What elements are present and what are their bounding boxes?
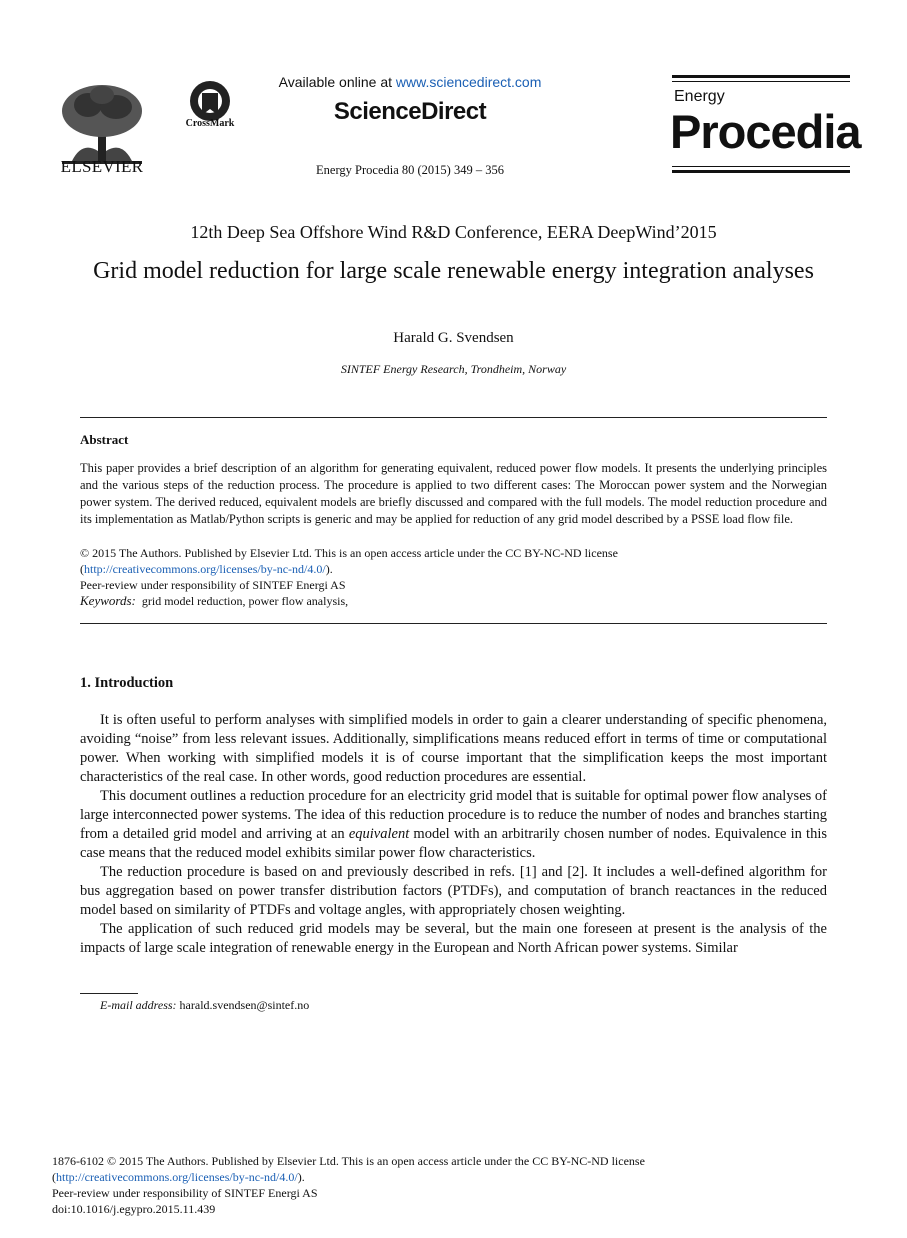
author-email[interactable]: harald.svendsen@sintef.no — [179, 998, 310, 1012]
journal-logo-rule — [672, 170, 850, 173]
crossmark-label: CrossMark — [185, 118, 235, 129]
license-line: (http://creativecommons.org/licenses/by-nc-nd/4.0/). — [80, 562, 333, 576]
footer-license-link[interactable]: http://creativecommons.org/licenses/by-nc-nd/4.0/ — [56, 1170, 298, 1184]
journal-logo-rule — [672, 75, 850, 78]
journal-logo-small: Energy — [674, 88, 725, 105]
section-body — [80, 711, 827, 958]
footnote-rule — [80, 993, 138, 994]
paragraph: It is often useful to perform analyses with simplified models in order to gain a clearer understanding of specific phenomena, avoiding “noise” from less relevant issues. Additionally, simplifications means reduced effort in terms of time or computational power. When working with simplified models it is of course important that the simplification keeps the most important characteristics of the real case. In other words, good reduction procedures are essential. — [80, 712, 827, 785]
license-link[interactable]: http://creativecommons.org/licenses/by-nc-nd/4.0/ — [84, 562, 326, 576]
keywords-list: grid model reduction, power flow analysis, — [141, 594, 349, 608]
availability-line: Available online at www.sciencedirect.com — [278, 74, 542, 90]
abstract-heading: Abstract — [80, 432, 129, 447]
journal-logo-large: Procedia — [670, 105, 861, 158]
issn-line: 1876-6102 © 2015 The Authors. Published by Elsevier Ltd. This is an open access article under the CC BY-NC-ND license — [52, 1154, 645, 1168]
peer-review-line: Peer-review under responsibility of SINTEF Energi AS — [80, 578, 346, 592]
footnote-label: E-mail address: — [100, 998, 177, 1012]
keywords-label: Keywords: — [80, 593, 136, 608]
footer-license-line: (http://creativecommons.org/licenses/by-nc-nd/4.0/). — [52, 1170, 305, 1184]
footnote — [100, 998, 309, 1013]
doi[interactable]: doi:10.1016/j.egypro.2015.11.439 — [52, 1202, 216, 1216]
paragraph: The reduction procedure is based on and previously described in refs. [1] and [2]. It includes a well-defined algorithm for bus aggregation based on power transfer distribution factors (PTDFs), and computation of branch reactances in the reduced model based on similarity of PTDFs and voltage angles, with appropriately chosen weighting. — [80, 864, 827, 918]
abstract-license — [80, 545, 827, 593]
paragraph: This document outlines a reduction procedure for an electricity grid model that is suitable for optimal power flow analyses of large interconnected power systems. The idea of this reduction procedure is to reduce the number of nodes and branches starting from a detailed grid model and arriving at an equivalent model with an arbitrarily chosen number of nodes. Equivalence in this case means that the reduced model exhibits similar power flow characteristics. — [80, 788, 827, 861]
page-footer — [52, 1153, 852, 1217]
paragraph: The application of such reduced grid models may be several, but the main one foreseen at present is the analysis of the impacts of large scale integration of renewable energy in the European and North African power systems. Similar — [80, 921, 827, 956]
paper-title: Grid model reduction for large scale renewable energy integration analyses — [93, 258, 814, 284]
journal-logo-rule — [672, 81, 850, 82]
journal-reference: Energy Procedia 80 (2015) 349 – 356 — [316, 163, 504, 177]
footer-peer-review: Peer-review under responsibility of SINTEF Energi AS — [52, 1186, 318, 1200]
keywords-line — [80, 593, 827, 609]
journal-logo-rule — [672, 166, 850, 167]
platform-name: ScienceDirect — [333, 98, 487, 125]
author-affiliation: SINTEF Energy Research, Trondheim, Norway — [340, 362, 567, 376]
conference-name: 12th Deep Sea Offshore Wind R&D Conference, EERA DeepWind’2015 — [190, 222, 717, 242]
divider — [80, 417, 827, 418]
abstract-text: This paper provides a brief description of an algorithm for generating equivalent, reduced power flow models. It presents the underlying principles and the various steps of the reduction process. The procedure is applied to two different cases: The Moroccan power system and the Norwegian power system. The derived reduced, equivalent models are briefly discussed and compared with the full models. The model reduction procedure and its implementation as Matlab/Python scripts is generic and may be applied for reduction of any grid model described by a PSSE load flow file. — [80, 461, 827, 526]
copyright-line: © 2015 The Authors. Published by Elsevier Ltd. This is an open access article under the CC BY-NC-ND license — [80, 546, 618, 560]
section-heading: 1. Introduction — [80, 675, 174, 691]
publisher-name: ELSEVIER — [60, 157, 144, 176]
sciencedirect-link[interactable]: www.sciencedirect.com — [395, 74, 542, 90]
author-name: Harald G. Svendsen — [393, 330, 514, 346]
divider — [80, 623, 827, 624]
